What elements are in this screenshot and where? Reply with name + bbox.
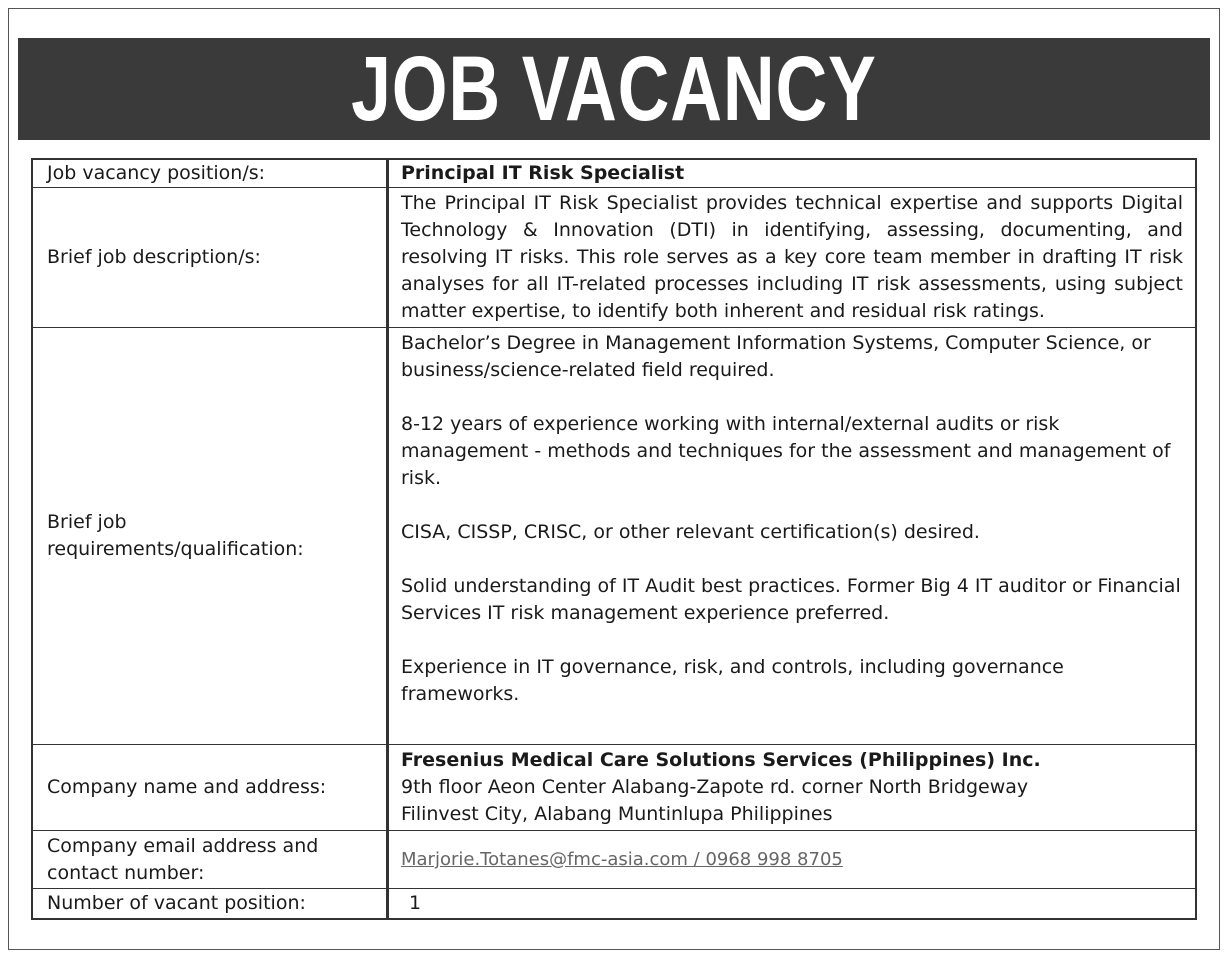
row-position — [32, 159, 1196, 188]
company-value — [388, 745, 1197, 831]
company-address-line1: 9th floor Aeon Center Alabang-Zapote rd. corner North Bridgeway — [401, 776, 1029, 798]
row-company — [32, 745, 1196, 831]
row-vacancies — [32, 889, 1196, 919]
company-address-line2: Filinvest City, Alabang Muntinlupa Philippines — [401, 803, 833, 825]
company-label: Company name and address: — [32, 745, 388, 831]
contact-label — [32, 831, 388, 889]
position-value: Principal IT Risk Specialist — [388, 159, 1197, 188]
requirements-value — [388, 328, 1197, 745]
requirement-item: Bachelor’s Degree in Management Information Systems, Computer Science, or business/science-related field required. — [401, 332, 1151, 381]
contact-value — [388, 831, 1197, 889]
row-description — [32, 188, 1196, 328]
row-contact — [32, 831, 1196, 889]
job-details-table — [31, 158, 1197, 920]
requirements-label-line1: Brief job — [47, 511, 127, 533]
vacancies-label: Number of vacant position: — [32, 889, 388, 919]
requirement-item: CISA, CISSP, CRISC, or other relevant certification(s) desired. — [401, 521, 980, 543]
company-name: Fresenius Medical Care Solutions Services (Philippines) Inc. — [401, 749, 1041, 771]
description-value: The Principal IT Risk Specialist provides technical expertise and supports Digital Technology & Innovation (DTI) in identifying, assessing, documenting, and resolving IT risks. This role serves as a key core team member in drafting IT risk analyses for all IT-related processes including IT risk assessments, using subject matter expertise, to identify both inherent and residual risk ratings. — [388, 188, 1197, 328]
contact-email-link[interactable]: Marjorie.Totanes@fmc-asia.com / 0968 998 8705 — [401, 849, 843, 870]
contact-label-line2: contact number: — [47, 861, 205, 884]
requirement-item: Experience in IT governance, risk, and controls, including governance frameworks. — [401, 656, 1064, 705]
requirements-label — [32, 328, 388, 745]
contact-label-line1: Company email address and — [47, 834, 319, 857]
requirements-label-line2: requirements/qualification: — [47, 538, 304, 560]
requirement-item: Solid understanding of IT Audit best practices. Former Big 4 IT auditor or Financial Services IT risk management experience preferred. — [401, 575, 1181, 624]
vacancies-value: 1 — [388, 889, 1197, 919]
position-label: Job vacancy position/s: — [32, 159, 388, 188]
requirement-item: 8-12 years of experience working with internal/external audits or risk management - methods and techniques for the assessment and management of risk. — [401, 413, 1171, 489]
description-label: Brief job description/s: — [32, 188, 388, 328]
title-banner — [18, 38, 1210, 140]
row-requirements — [32, 328, 1196, 745]
banner-title: JOB VACANCY — [351, 38, 877, 140]
